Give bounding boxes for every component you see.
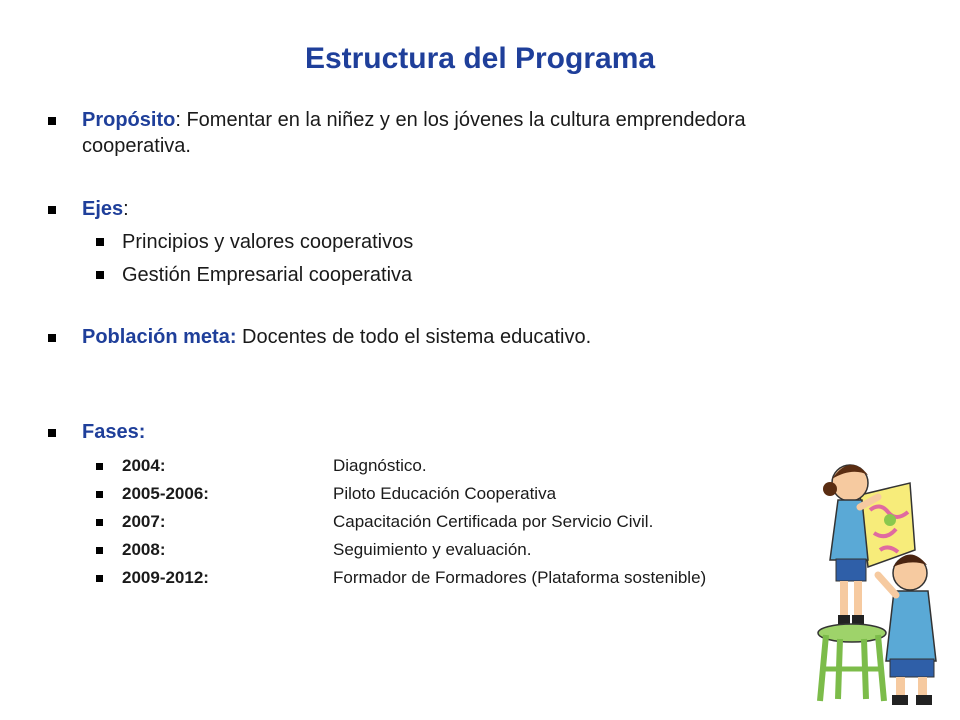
purpose-text: : Fomentar en la niñez y en los jóvenes la cultura emprendedora (175, 109, 746, 131)
target-label: Población meta: (82, 326, 237, 348)
phase-year: 2008: (122, 540, 166, 559)
sub-bullet-icon (96, 463, 103, 470)
bullet-icon (48, 206, 56, 214)
phase-year: 2009-2012: (122, 568, 209, 587)
sub-bullet-icon (96, 519, 103, 526)
phases-label: Fases: (82, 421, 146, 443)
phase-desc: Piloto Educación Cooperativa (333, 484, 557, 503)
bullet-icon (48, 429, 56, 437)
purpose-label: Propósito (82, 109, 176, 131)
sub-bullet-icon (96, 547, 103, 554)
axes-label: Ejes (82, 198, 124, 220)
axes-colon: : (123, 198, 129, 220)
page-title: Estructura del Programa (304, 42, 656, 75)
sub-bullet-icon (96, 238, 104, 246)
bullet-icon (48, 117, 56, 125)
target-line (82, 325, 591, 349)
sub-bullet-icon (96, 575, 103, 582)
phase-desc: Formador de Formadores (Plataforma sostenible) (333, 568, 707, 587)
axes-item: Gestión Empresarial cooperativa (122, 264, 413, 286)
axes-heading (82, 197, 129, 221)
sub-bullet-icon (96, 271, 104, 279)
bullet-icon (48, 334, 56, 342)
phase-desc: Diagnóstico. (333, 456, 427, 475)
phase-year: 2004: (122, 456, 166, 475)
purpose-line-2: cooperativa. (82, 135, 191, 157)
purpose-line-1 (82, 108, 746, 132)
target-text: Docentes de todo el sistema educativo. (236, 326, 592, 348)
sub-bullet-icon (96, 491, 103, 498)
axes-item: Principios y valores cooperativos (122, 231, 414, 253)
phase-year: 2005-2006: (122, 484, 209, 503)
phase-desc: Seguimiento y evaluación. (333, 540, 532, 559)
phase-desc: Capacitación Certificada por Servicio Civil. (333, 512, 654, 531)
children-with-map-illustration (790, 455, 955, 710)
phase-year: 2007: (122, 512, 166, 531)
